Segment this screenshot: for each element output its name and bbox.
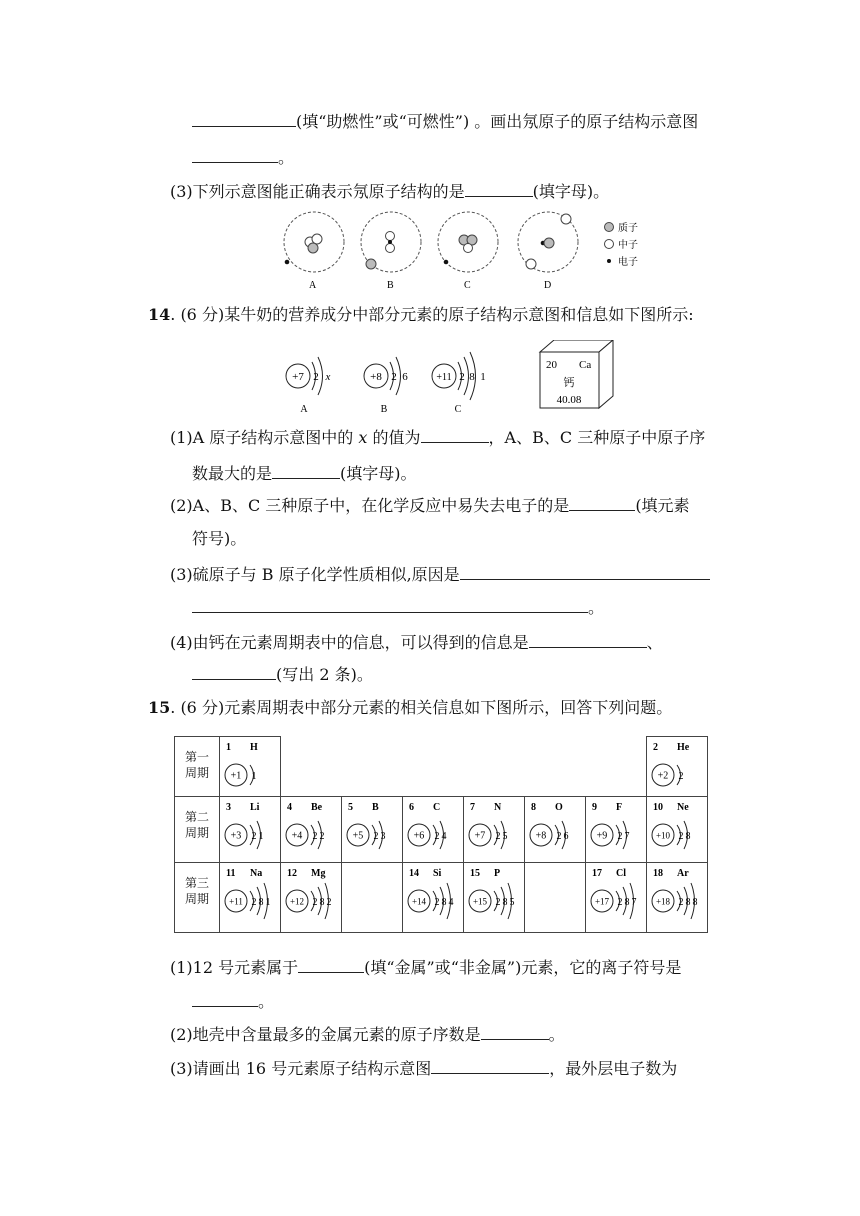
q14-stem: 14. (6 分)某牛奶的营养成分中部分元素的原子结构示意图和信息如下图所示:: [148, 305, 694, 324]
bohr-diagram: [464, 797, 522, 855]
q14-sub3-line1: (3)硫原子与 B 原子化学性质相似,原因是: [170, 563, 710, 586]
svg-text:质子: 质子: [618, 223, 638, 234]
nucleus-charge: +9: [596, 830, 608, 842]
element-symbol: Si: [433, 868, 442, 879]
atomic-number: 1: [226, 742, 231, 753]
nucleus-charge: +3: [230, 830, 242, 842]
bohr-diagram: [281, 863, 339, 921]
empty-cell: [342, 863, 403, 933]
element-symbol: H: [250, 742, 258, 753]
answer-blank[interactable]: [569, 494, 635, 511]
q15-sub3: (3)请画出 16 号元素原子结构示意图 ，最外层电子数为: [170, 1059, 678, 1078]
svg-text:2: 2: [313, 371, 319, 383]
atomic-number: 11: [226, 868, 236, 879]
atom-a-label: A: [300, 404, 308, 415]
atomic-number: 4: [287, 802, 292, 813]
shell-electron-count: 6: [563, 831, 569, 842]
q14-sub4-line1: (4)由钙在元素周期表中的信息，可以得到的信息是 、: [170, 633, 663, 652]
option-label-c: C: [464, 280, 471, 291]
nucleus-charge: +17: [594, 896, 610, 907]
element-cell-n: [464, 797, 525, 863]
svg-text:8: 8: [469, 371, 475, 383]
shell-electron-count: 2: [373, 831, 379, 842]
element-symbol: Ne: [677, 802, 689, 813]
svg-text:+8: +8: [370, 371, 382, 383]
q14-sub3-line2: 。: [192, 596, 604, 619]
period-label-text: 第一 周期: [184, 750, 209, 780]
svg-text:6: 6: [402, 371, 408, 383]
shell-electron-count: 2: [495, 897, 501, 908]
shell-electron-count: 1: [258, 831, 264, 842]
nucleus-charge: +14: [411, 896, 427, 907]
answer-blank[interactable]: [298, 956, 364, 973]
bohr-diagram: [220, 797, 278, 855]
element-cell-h: [220, 737, 281, 797]
atom-b-label: B: [380, 404, 388, 415]
element-symbol: Ar: [677, 868, 689, 879]
svg-text:40.08: 40.08: [556, 394, 582, 406]
shell-electron-count: 8: [685, 897, 691, 908]
shell-electron-count: 8: [441, 897, 447, 908]
shell-electron-count: 2: [434, 831, 440, 842]
option-c-diagram: [438, 212, 498, 291]
atomic-number: 7: [470, 802, 475, 813]
option-b-diagram: [361, 212, 421, 291]
option-label-b: B: [387, 280, 394, 291]
answer-blank[interactable]: [529, 631, 647, 648]
answer-blank[interactable]: [192, 990, 258, 1007]
q15-stem: 15. (6 分)元素周期表中部分元素的相关信息如下图所示，回答下列问题。: [148, 698, 673, 717]
element-symbol: N: [494, 802, 502, 813]
shell-electron-count: 3: [380, 831, 386, 842]
bohr-diagram: [220, 737, 278, 795]
nucleus-charge: +2: [657, 770, 669, 782]
element-symbol: Na: [250, 868, 263, 879]
element-cell-f: [586, 797, 647, 863]
element-symbol: B: [372, 802, 379, 813]
period-label-text: 第二 周期: [184, 810, 209, 840]
svg-text:x: x: [325, 371, 331, 383]
answer-blank[interactable]: [192, 146, 278, 163]
svg-text:Ca: Ca: [579, 359, 592, 371]
atomic-number: 15: [470, 868, 480, 879]
shell-electron-count: 1: [251, 771, 257, 782]
shell-electron-count: 2: [319, 831, 325, 842]
answer-blank[interactable]: [481, 1023, 549, 1040]
answer-blank[interactable]: [192, 110, 296, 127]
svg-text:中子: 中子: [618, 240, 638, 251]
shell-electron-count: 8: [258, 897, 264, 908]
shell-electron-count: 2: [678, 897, 684, 908]
shell-electron-count: 2: [251, 897, 257, 908]
element-symbol: C: [433, 802, 441, 813]
atomic-number: 17: [592, 868, 602, 879]
shell-electron-count: 2: [556, 831, 562, 842]
bohr-diagram: [464, 863, 522, 921]
bohr-diagram: [525, 797, 583, 855]
shell-electron-count: 8: [319, 897, 325, 908]
nucleus-charge: +4: [291, 830, 303, 842]
element-cell-ar: [647, 863, 708, 933]
svg-text:1: 1: [480, 371, 486, 383]
atomic-number: 8: [531, 802, 536, 813]
svg-text:+11: +11: [436, 372, 452, 383]
shell-electron-count: 8: [685, 831, 691, 842]
atom-c-diagram: [432, 352, 486, 415]
element-cell-cl: [586, 863, 647, 933]
atom-c-label: C: [454, 404, 462, 415]
element-cell-li: [220, 797, 281, 863]
svg-text:20: 20: [546, 359, 557, 371]
nucleus-charge: +12: [289, 896, 305, 907]
nucleus-charge: +10: [655, 830, 671, 841]
atomic-number: 10: [653, 802, 663, 813]
element-cell-o: [525, 797, 586, 863]
option-d-diagram: [518, 212, 578, 291]
element-cell-ne: [647, 797, 708, 863]
q15-sub2: (2)地壳中含量最多的金属元素的原子序数是 。: [170, 1025, 565, 1044]
element-symbol: Mg: [311, 868, 326, 879]
calcium-element-card: [540, 340, 613, 408]
shell-electron-count: 2: [617, 897, 623, 908]
shell-electron-count: 1: [265, 897, 271, 908]
neon-atom-options-figure: [276, 210, 656, 294]
svg-text:电子: 电子: [618, 257, 638, 268]
nucleus-charge: +11: [229, 896, 243, 907]
shell-electron-count: 2: [312, 831, 318, 842]
bohr-diagram: [586, 863, 644, 921]
element-cell-si: [403, 863, 464, 933]
shell-electron-count: 2: [678, 831, 684, 842]
shell-electron-count: 7: [624, 831, 630, 842]
shell-electron-count: 8: [502, 897, 508, 908]
nucleus-charge: +5: [352, 830, 364, 842]
nucleus-charge: +8: [535, 830, 547, 842]
element-cell-be: [281, 797, 342, 863]
q14-sub2-line2: 符号)。: [192, 529, 247, 548]
element-cell-c: [403, 797, 464, 863]
svg-text:2: 2: [459, 371, 465, 383]
q14-sub1-line2: 数最大的是 (填字母)。: [192, 464, 417, 483]
bohr-diagram: [647, 737, 705, 795]
atom-b-diagram: [364, 357, 408, 415]
particle-legend: [605, 221, 639, 268]
shell-electron-count: 2: [434, 897, 440, 908]
element-symbol: Cl: [616, 868, 626, 879]
atomic-number: 6: [409, 802, 414, 813]
shell-electron-count: 2: [495, 831, 501, 842]
element-symbol: P: [494, 868, 501, 879]
period-label-1: [175, 737, 220, 797]
bohr-diagram: [342, 797, 400, 855]
answer-blank[interactable]: [460, 563, 710, 580]
q15-sub1-line1: (1)12 号元素属于 (填“金属”或“非金属”)元素，它的离子符号是: [170, 958, 682, 977]
empty-cell: [525, 863, 586, 933]
answer-blank[interactable]: [192, 663, 276, 680]
period-label-text: 第三 周期: [184, 876, 209, 906]
q14-atom-diagrams: [282, 340, 622, 424]
svg-text:2: 2: [391, 371, 397, 383]
shell-electron-count: 4: [448, 897, 454, 908]
svg-text:+7: +7: [292, 371, 304, 383]
shell-electron-count: 5: [509, 897, 515, 908]
atomic-number: 3: [226, 802, 231, 813]
shell-electron-count: 2: [251, 831, 257, 842]
q14-sub2-line1: (2)A、B、C 三种原子中，在化学反应中易失去电子的是 (填元素: [170, 496, 690, 515]
period-label-2: [175, 797, 220, 863]
bohr-diagram: [403, 863, 461, 921]
shell-electron-count: 5: [502, 831, 508, 842]
shell-electron-count: 8: [624, 897, 630, 908]
nucleus-charge: +1: [230, 770, 242, 782]
answer-blank[interactable]: [465, 180, 533, 197]
element-symbol: F: [616, 802, 623, 813]
option-label-a: A: [309, 280, 317, 291]
atomic-number: 5: [348, 802, 353, 813]
element-cell-p: [464, 863, 525, 933]
answer-blank[interactable]: [431, 1057, 549, 1074]
nucleus-charge: +6: [413, 830, 425, 842]
element-cell-mg: [281, 863, 342, 933]
bohr-diagram: [220, 863, 278, 921]
bohr-diagram: [647, 863, 705, 921]
q13-sub3: (3)下列示意图能正确表示氖原子结构的是 (填字母)。: [170, 182, 610, 201]
option-label-d: D: [544, 280, 552, 291]
shell-electron-count: 8: [692, 897, 698, 908]
bohr-diagram: [403, 797, 461, 855]
q14-sub4-line2: (写出 2 条)。: [192, 663, 373, 686]
answer-blank[interactable]: [192, 596, 588, 613]
bohr-diagram: [281, 797, 339, 855]
shell-electron-count: 7: [631, 897, 637, 908]
shell-electron-count: 2: [326, 897, 332, 908]
nucleus-charge: +15: [472, 896, 488, 907]
element-symbol: He: [677, 742, 690, 753]
element-cell-he: [647, 737, 708, 797]
element-cell-b: [342, 797, 403, 863]
svg-text:钙: 钙: [563, 377, 575, 389]
bohr-diagram: [586, 797, 644, 855]
atomic-number: 14: [409, 868, 419, 879]
element-symbol: Be: [311, 802, 323, 813]
option-a-diagram: [284, 212, 344, 291]
shell-electron-count: 4: [441, 831, 447, 842]
q13-line1: (填“助燃性”或“可燃性”) 。画出氖原子的原子结构示意图: [192, 110, 698, 133]
periodic-table-excerpt: [174, 736, 708, 933]
shell-electron-count: 2: [617, 831, 623, 842]
q14-sub1-line1: (1)A 原子结构示意图中的 x 的值为 ，A、B、C 三种原子中原子序: [170, 428, 706, 447]
shell-electron-count: 2: [312, 897, 318, 908]
atom-a-diagram: [286, 357, 331, 415]
nucleus-charge: +7: [474, 830, 486, 842]
atomic-number: 9: [592, 802, 597, 813]
answer-blank[interactable]: [421, 426, 489, 443]
answer-blank[interactable]: [272, 462, 340, 479]
atomic-number: 18: [653, 868, 663, 879]
nucleus-charge: +18: [655, 896, 671, 907]
atomic-number: 12: [287, 868, 297, 879]
atomic-number: 2: [653, 742, 658, 753]
q15-sub1-line2: 。: [192, 990, 274, 1013]
shell-electron-count: 2: [678, 771, 684, 782]
element-cell-na: [220, 863, 281, 933]
bohr-diagram: [647, 797, 705, 855]
element-symbol: O: [555, 802, 563, 813]
period-label-3: [175, 863, 220, 933]
element-symbol: Li: [250, 802, 260, 813]
q13-line2: 。: [192, 146, 294, 169]
